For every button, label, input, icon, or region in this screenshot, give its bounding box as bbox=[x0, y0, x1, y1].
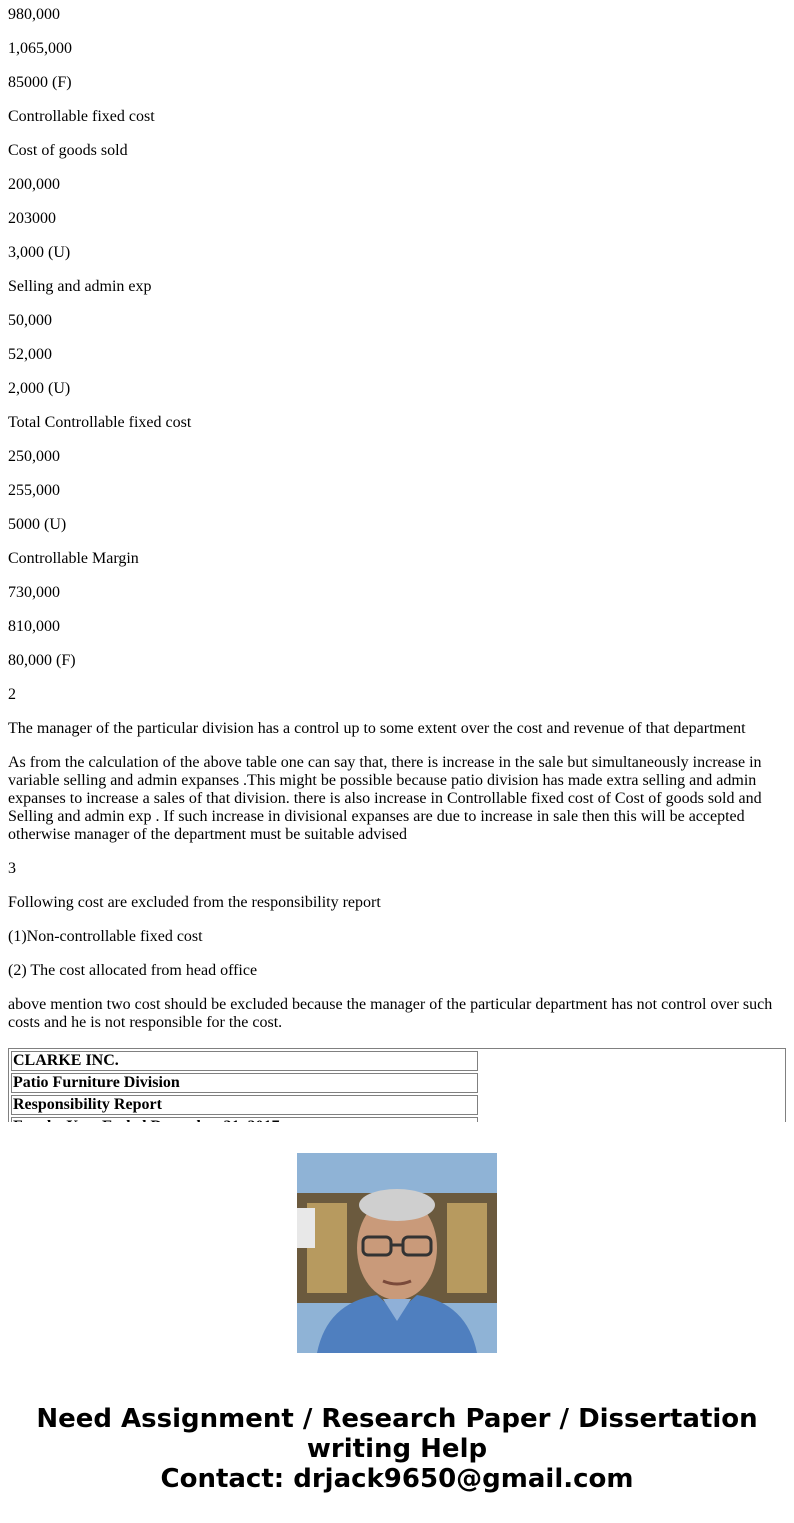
paragraph: As from the calculation of the above table one can say that, there is increase in the sale but simultaneously increase in variable selling and admin expanses .This might be possible because patio division has made extra selling and admin expanses to increase a sales of that division. there is also increase in Controllable fixed cost of Cost of goods sold and Selling and admin exp . If such increase in divisional expanses are due to increase in sale then this will be accepted otherwise manager of the department must be suitable advised bbox=[8, 754, 762, 843]
text-line: 5000 (U) bbox=[8, 516, 67, 533]
report-company-name: CLARKE INC. bbox=[11, 1051, 478, 1071]
list-item: (1)Non-controllable fixed cost bbox=[8, 928, 203, 945]
section-number: 2 bbox=[8, 686, 16, 703]
text-line: 200,000 bbox=[8, 176, 60, 193]
report-division-name: Patio Furniture Division bbox=[11, 1073, 478, 1093]
text-line: 1,065,000 bbox=[8, 40, 72, 57]
responsibility-report-table bbox=[8, 1048, 786, 1129]
text-line: 80,000 (F) bbox=[8, 652, 76, 669]
promo-text bbox=[0, 1404, 794, 1494]
promo-banner bbox=[0, 1122, 794, 1523]
promo-line: Need Assignment / Research Paper / Dissertation bbox=[36, 1404, 758, 1434]
text-line: 203000 bbox=[8, 210, 56, 227]
text-line: Selling and admin exp bbox=[8, 278, 152, 295]
text-line: 980,000 bbox=[8, 6, 60, 23]
section-number: 3 bbox=[8, 860, 16, 877]
report-title: Responsibility Report bbox=[11, 1095, 478, 1115]
text-line: 2,000 (U) bbox=[8, 380, 71, 397]
text-line: Controllable fixed cost bbox=[8, 108, 155, 125]
text-line: 50,000 bbox=[8, 312, 52, 329]
text-line: Cost of goods sold bbox=[8, 142, 128, 159]
paragraph: Following cost are excluded from the responsibility report bbox=[8, 894, 381, 911]
text-line: 52,000 bbox=[8, 346, 52, 363]
avatar bbox=[297, 1153, 497, 1353]
text-line: Total Controllable fixed cost bbox=[8, 414, 192, 431]
promo-line: writing Help bbox=[306, 1434, 488, 1464]
paragraph: above mention two cost should be excluded because the manager of the particular department has not control over such costs and he is not responsible for the cost. bbox=[8, 996, 773, 1031]
text-line: 255,000 bbox=[8, 482, 60, 499]
text-line: Controllable Margin bbox=[8, 550, 139, 567]
list-item: (2) The cost allocated from head office bbox=[8, 962, 258, 979]
avatar-photo bbox=[297, 1153, 497, 1353]
text-line: 810,000 bbox=[8, 618, 60, 635]
paragraph: The manager of the particular division has a control up to some extent over the cost and revenue of that department bbox=[8, 720, 746, 737]
contact-email[interactable]: Contact: drjack9650@gmail.com bbox=[160, 1464, 634, 1494]
text-line: 85000 (F) bbox=[8, 74, 72, 91]
text-line: 250,000 bbox=[8, 448, 60, 465]
text-line: 730,000 bbox=[8, 584, 60, 601]
text-line: 3,000 (U) bbox=[8, 244, 71, 261]
